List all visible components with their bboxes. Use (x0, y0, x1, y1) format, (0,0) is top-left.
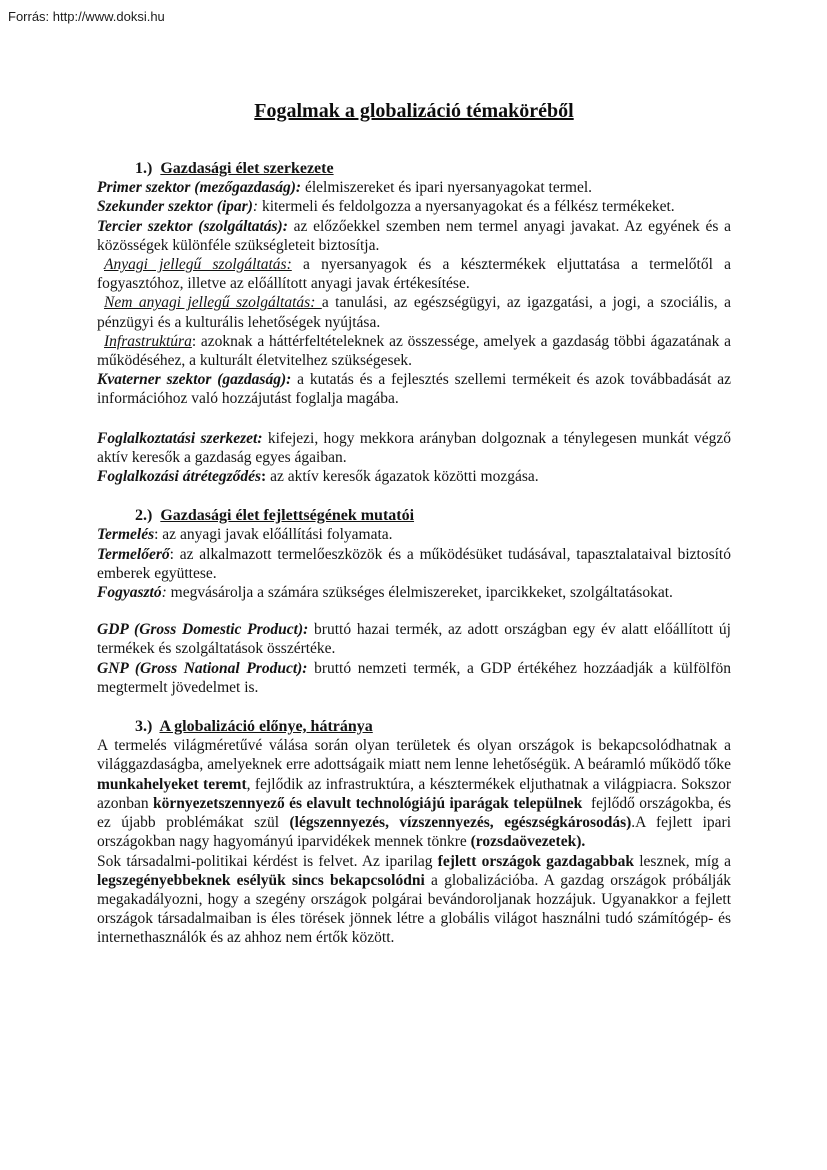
text-run: kifejezi, hogy mekkora arányban dolgoznak a ténylegesen munkát végző aktív keresők a gazdaság egyes ágaiban. (97, 429, 732, 466)
paragraph (97, 197, 731, 216)
text-run: Termelés (97, 526, 155, 544)
text-run: Kvaterner szektor (gazdaság): (97, 371, 292, 389)
source-url-label: Forrás: http://www.doksi.hu (8, 9, 165, 24)
text-run: bruttó nemzeti termék, a GDP értékéhez hozzáadják a külfölfön megtermelt jövedelmet is. (97, 659, 731, 696)
text-run: a globalizációba. A gazdag országok próbálják megakadályozni, hogy a szegény országok polgárai bevándoroljanak hozzájuk. Ugyanakkor a fejlett országok társadalmaiban is éles törések jönnek létre a globális világot használni tudó számítógép- és internethasználók és az ahhoz nem értők között. (97, 871, 731, 947)
text-run: Nem anyagi jellegű szolgáltatás: (104, 294, 322, 312)
text-run: 2.) (135, 507, 161, 525)
text-run: Szekunder szektor (ipar) (97, 198, 253, 216)
text-run: Anyagi jellegű szolgáltatás: (104, 256, 292, 274)
text-run: 3.) (135, 718, 160, 736)
document-body (97, 159, 731, 948)
document-page (97, 100, 731, 948)
text-run: munkahelyeket teremt (97, 775, 247, 793)
text-run: 1.) (135, 160, 161, 177)
text-run: A globalizáció előnye, hátránya (159, 718, 373, 736)
paragraph (97, 583, 731, 602)
paragraph (97, 467, 731, 486)
text-run: : (261, 468, 267, 486)
paragraph (97, 370, 731, 408)
text-run: Tercier szektor (szolgáltatás): (97, 217, 288, 235)
text-run: : az anyagi javak előállítási folyamata. (154, 526, 393, 544)
text-run: Gazdasági élet szerkezete (160, 160, 334, 177)
paragraph (97, 545, 731, 583)
text-run: : azoknak a háttérfeltételeknek az összessége, amelyek a gazdaság többi ágazatának a működéséhez, a kulturált életvitelhez szükségesek. (97, 332, 731, 370)
text-run: Infrastruktúra (104, 332, 192, 350)
text-run: kitermeli és feldolgozza a nyersanyagokat és a félkész termékeket. (258, 198, 675, 216)
text-run: GDP (Gross Domestic Product): (97, 621, 309, 639)
text-run: Termelőerő (97, 545, 170, 563)
text-run: Foglalkoztatási szerkezet: (97, 429, 263, 447)
text-run: A termelés világméretűvé válása során olyan területek és olyan országok is bekapcsolódhatnak a világgazdaságba, amelyeknek erre adottságaik miatt nem lenne lehetőségük. A beáramló működő tőke (97, 737, 731, 774)
paragraph (97, 217, 731, 255)
paragraph (97, 620, 731, 658)
text-run: fejlődő országokba, és ez újabb problémákat szül (97, 794, 732, 832)
paragraph (97, 332, 731, 370)
text-run: fejlett országok gazdagabbak (437, 852, 635, 870)
text-run: : (252, 198, 259, 216)
page-title: Fogalmak a globalizáció témaköréből (254, 100, 574, 122)
paragraph (97, 659, 731, 697)
text-run: megvásárolja a számára szükséges élelmiszereket, iparcikkeket, szolgáltatásokat. (170, 584, 673, 602)
text-run: : az alkalmazott termelőeszközök és a működésüket tudásával, tapasztalataival biztosító emberek együttese. (97, 545, 731, 582)
text-run: (légszennyezés, vízszennyezés, egészségkárosodás) (289, 814, 632, 832)
text-run: Foglalkozási átrétegződés (97, 468, 262, 486)
section-heading (97, 506, 731, 525)
section-heading (97, 717, 731, 736)
text-run: , fejlődik az infrastruktúra, a késztermékek eljuthatnak a világpiacra. Sokszor azonban (97, 775, 731, 812)
text-run: .A fejlett ipari országokban nagy hagyományú iparvidékek mennek tönkre (97, 814, 731, 851)
text-run: Gazdasági élet fejlettségének mutatói (160, 507, 415, 525)
text-run: : (161, 584, 171, 602)
paragraph (97, 178, 731, 197)
text-run: (rozsdaövezetek). (470, 833, 586, 851)
text-run: az aktív keresők ágazatok közötti mozgása. (266, 468, 539, 486)
text-run: Primer szektor (mezőgazdaság): (97, 179, 302, 197)
paragraph (97, 852, 731, 948)
paragraph (97, 429, 731, 467)
section-heading (97, 159, 731, 178)
text-run: Fogyasztó (97, 584, 162, 602)
paragraph (97, 525, 731, 544)
text-run: bruttó hazai termék, az adott országban egy év alatt előállított új termékek és szolgáltatások összértéke. (97, 621, 731, 658)
text-run: élelmiszereket és ipari nyersanyagokat termel. (301, 179, 593, 197)
text-run: az előzőekkel szemben nem termel anyagi javakat. Az egyének és a közösségek különféle szükségleteit biztosítja. (97, 217, 731, 254)
text-run: legszegényebbeknek esélyük sincs bekapcsolódni (97, 871, 425, 889)
text-run: a nyersanyagok és a késztermékek eljuttatása a termelőtől a fogyasztóhoz, illetve az előállított anyagi javak értékesítése. (97, 256, 731, 293)
text-run: Sok társadalmi-politikai kérdést is felvet. Az iparilag (97, 852, 438, 870)
text-run: a tanulási, az egészségügyi, az igazgatási, a jogi, a szociális, a pénzügyi és a kulturális lehetőségek nyújtása. (97, 294, 732, 331)
paragraph (97, 293, 731, 331)
text-run: környezetszennyező és elavult technológiájú iparágak települnek (153, 794, 583, 812)
paragraph (97, 736, 731, 851)
paragraph (97, 255, 731, 293)
text-run: GNP (Gross National Product): (97, 659, 308, 677)
text-run: lesznek, míg a (634, 852, 731, 870)
text-run: a kutatás és a fejlesztés szellemi termékeit és azok továbbadását az információhoz való hozzájutást foglalja magába. (97, 371, 731, 408)
